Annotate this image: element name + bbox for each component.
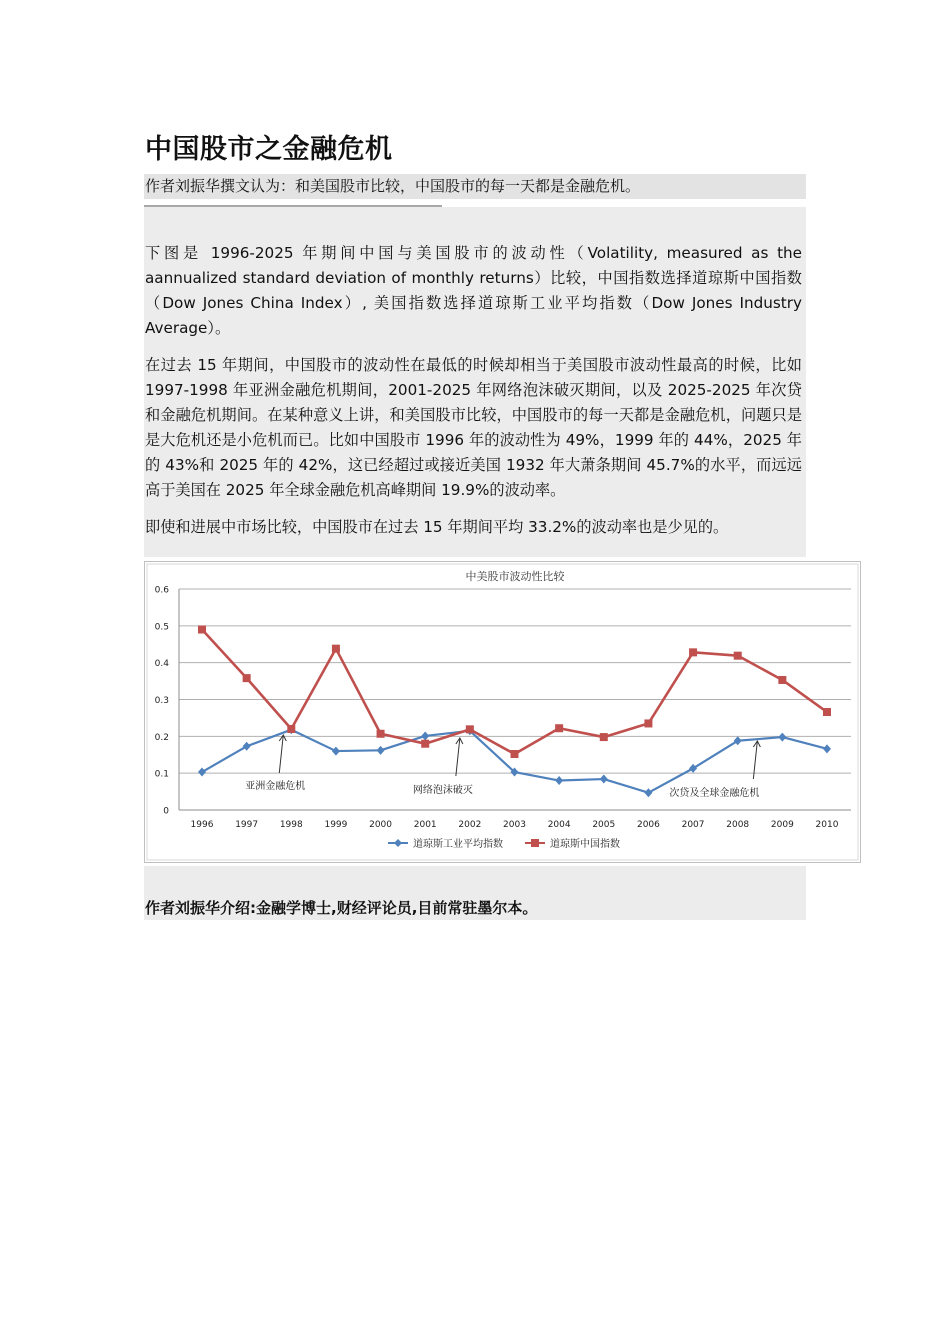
- data-point: [644, 719, 652, 727]
- x-tick-label: 2007: [681, 820, 705, 830]
- x-tick-label: 2003: [503, 820, 526, 830]
- y-tick-label: 0.3: [154, 696, 169, 706]
- data-point: [511, 750, 519, 758]
- x-tick-label: 2005: [592, 820, 616, 830]
- data-point: [778, 676, 786, 684]
- volatility-chart-svg: [144, 561, 861, 863]
- data-point: [287, 725, 295, 733]
- paragraph-intro: 下图是 1996-2025 年期间中国与美国股市的波动性（Volatility, measured as the aannualized standard deviation of monthly returns）比较，中国指数选择道琼斯中国指数（Dow Jones China Index）, 美国指数选择道琼斯工业平均指数（Dow Jones Industry Average）。: [145, 244, 802, 337]
- x-tick-label: 1999: [324, 820, 348, 830]
- chart-frame: [145, 562, 861, 863]
- x-tick-label: 1997: [235, 820, 259, 830]
- chart-title: 中美股市波动性比较: [465, 570, 565, 583]
- paragraph-conclusion: 即使和进展中市场比较，中国股市在过去 15 年期间平均 33.2%的波动率也是少见的。: [145, 518, 729, 536]
- x-tick-label: 2010: [815, 820, 839, 830]
- x-tick-label: 2009: [770, 820, 794, 830]
- subtitle: 作者刘振华撰文认为：和美国股市比较，中国股市的每一天都是金融危机。: [144, 174, 806, 199]
- x-tick-label: 2002: [458, 820, 482, 830]
- x-tick-label: 2001: [413, 820, 437, 830]
- data-point: [243, 674, 251, 682]
- data-point: [332, 645, 340, 653]
- y-tick-label: 0.1: [154, 769, 169, 780]
- legend-swatch-marker: [531, 839, 539, 847]
- x-tick-label: 1998: [279, 820, 303, 830]
- y-tick-label: 0: [163, 806, 169, 817]
- data-point: [823, 708, 831, 716]
- data-point: [555, 724, 563, 732]
- x-tick-label: 2004: [547, 820, 571, 830]
- annotation-label: 网络泡沫破灭: [412, 785, 473, 796]
- x-tick-label: 2000: [369, 820, 393, 830]
- annotation-label: 次贷及全球金融危机: [669, 788, 760, 799]
- data-point: [198, 626, 206, 634]
- data-point: [466, 725, 474, 733]
- data-point: [377, 730, 385, 738]
- legend-label: 道琼斯工业平均指数: [413, 839, 503, 850]
- paragraph-analysis: 在过去 15 年期间，中国股市的波动性在最低的时候却相当于美国股市波动性最高的时候，比如 1997-1998 年亚洲金融危机期间，2001-2025 年网络泡沫破灭期间，以及 2025-2025 年次贷和金融危机期间。在某种意义上讲，和美国股市比较，中国股市的每一天都是金融危机，问题只是是大危机还是小危机而已。比如中国股市 1996 年的波动性为 49%，1999 年的 44%，2025 年的 43%和 2025 年的 42%，这已经超过或接近美国 1932 年大萧条期间 45.7%的水平，而远远高于美国在 2025 年全球金融危机高峰期间 19.9%的波动率。: [145, 356, 802, 499]
- data-point: [421, 740, 429, 748]
- volatility-chart: [144, 561, 861, 863]
- author-bio: 作者刘振华介绍:金融学博士,财经评论员,目前常驻墨尔本。: [144, 866, 806, 920]
- data-point: [689, 648, 697, 656]
- y-tick-label: 0.2: [154, 732, 169, 743]
- x-tick-label: 1996: [190, 820, 214, 830]
- x-tick-label: 2008: [726, 820, 750, 830]
- y-tick-label: 0.5: [154, 622, 169, 633]
- legend-label: 道琼斯中国指数: [550, 839, 620, 850]
- page-title: 中国股市之金融危机: [145, 134, 393, 165]
- y-tick-label: 0.4: [154, 659, 169, 670]
- annotation-label: 亚洲金融危机: [245, 781, 306, 792]
- data-point: [600, 733, 608, 741]
- x-tick-label: 2006: [636, 820, 660, 830]
- body-text: [144, 207, 806, 557]
- data-point: [734, 652, 742, 660]
- y-tick-label: 0.6: [154, 585, 169, 596]
